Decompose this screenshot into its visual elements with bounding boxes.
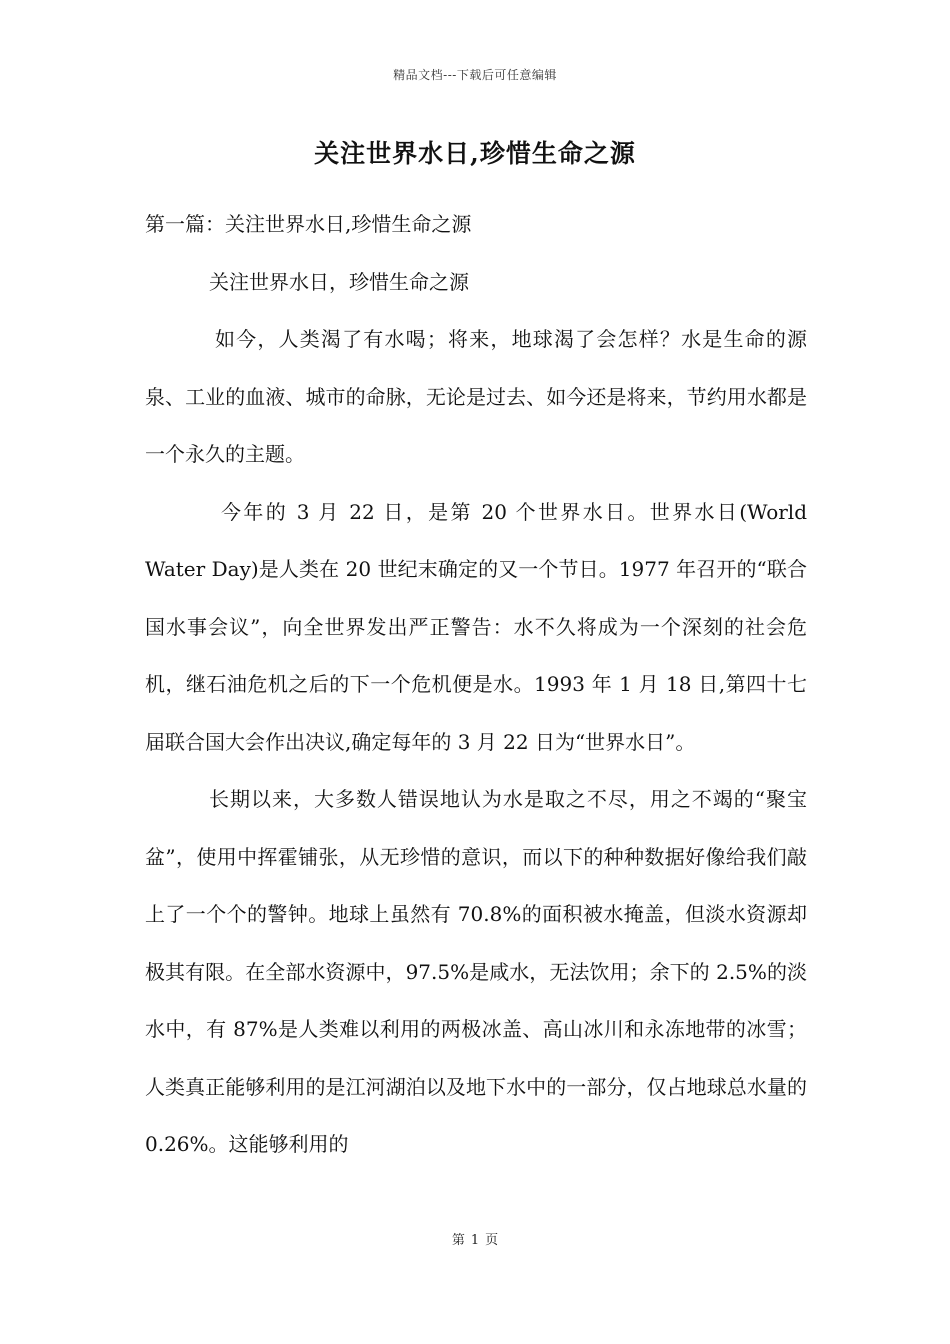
paragraph-2: 今年的 3 月 22 日，是第 20 个世界水日。世界水日(World Water Day)是人类在 20 世纪末确定的又一个节日。1977 年召开的“联合国水事会议”，向全世界发出严正警告：水不久将成为一个深刻的社会危机，继石油危机之后的下一个危机便是水。1993 年 1 月 18 日,第四十七届联合国大会作出决议,确定每年的 3 月 22 日为“世界水日”。	[145, 499, 807, 754]
page-prefix: 第	[451, 1233, 465, 1248]
document-title: 关注世界水日,珍惜生命之源	[314, 139, 636, 168]
sub-heading: 关注世界水日，珍惜生命之源	[209, 269, 469, 294]
page-number: 1	[470, 1233, 480, 1248]
header-note: 精品文档---下载后可任意编辑	[393, 68, 557, 82]
section-heading: 第一篇：关注世界水日,珍惜生命之源	[145, 212, 472, 236]
paragraph-1: 如今，人类渴了有水喝；将来，地球渴了会怎样？水是生命的源泉、工业的血液、城市的命脉，无论是过去、如今还是将来，节约用水都是一个永久的主题。	[145, 327, 807, 466]
page-footer	[0, 1229, 950, 1248]
document-body	[145, 196, 807, 1174]
paragraph-3: 长期以来，大多数人错误地认为水是取之不尽，用之不竭的“聚宝盆”，使用中挥霍铺张，从无珍惜的意识，而以下的种种数据好像给我们敲上了一个个的警钟。地球上虽然有 70.8%的面积被水掩盖，但淡水资源却极其有限。在全部水资源中，97.5%是咸水，无法饮用；余下的 2.5%的淡水中，有 87%是人类难以利用的两极冰盖、高山冰川和永冻地带的冰雪；人类真正能够利用的是江河湖泊以及地下水中的一部分，仅占地球总水量的 0.26%。这能够利用的	[145, 787, 807, 1156]
page-suffix: 页	[485, 1233, 499, 1248]
